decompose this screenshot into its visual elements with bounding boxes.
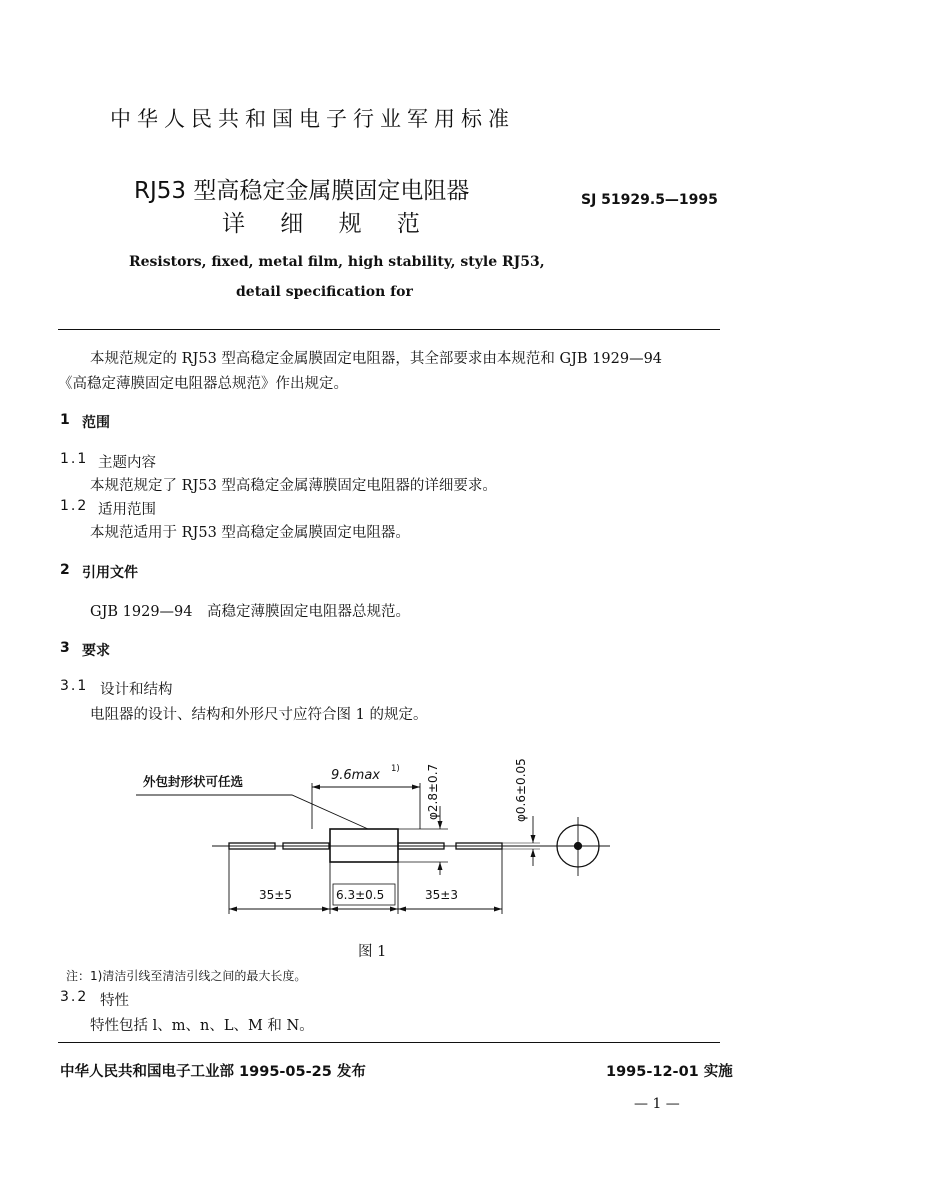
document-title-en: Resistors, fixed, metal film, high stability, style RJ53, [129,254,545,270]
section-3-title: 要求 [82,643,110,659]
section-2-title: 引用文件 [82,565,138,581]
section-3-1-number: 3.1 [60,678,89,694]
section-1-1-title: 主题内容 [98,455,156,471]
section-1-1-number: 1.1 [60,451,89,467]
left-lead-segment [229,843,275,849]
standard-series-title: 中华人民共和国电子行业军用标准 [110,107,515,131]
body-diameter-dimension: φ2.8±0.7 [426,763,440,820]
intro-paragraph-line1: 本规范规定的 RJ53 型高稳定金属膜固定电阻器，其全部要求由本规范和 GJB 1929—94 [90,351,663,367]
left-lead-segment [283,843,329,849]
body-length-dimension: 6.3±0.5 [336,888,385,902]
section-1-2-title: 适用范围 [98,502,156,518]
section-1-1-text: 本规范规定了 RJ53 型高稳定金属薄膜固定电阻器的详细要求。 [90,478,497,494]
section-3-2-title: 特性 [100,993,129,1009]
section-3-2-number: 3.2 [60,989,89,1005]
end-view-lead [575,843,582,850]
section-3-2-text: 特性包括 l、m、n、L、M 和 N。 [90,1018,314,1034]
lead-diameter-dimension: φ0.6±0.05 [514,758,528,822]
total-length-note-mark: 1) [391,764,400,774]
section-1-number: 1 [60,412,70,428]
total-length-dimension: 9.6max [331,768,380,783]
document-title-cn-sub: 详 细 规 范 [222,211,434,237]
end-view-circle [557,825,599,867]
document-title-cn: RJ53 型高稳定金属膜固定电阻器 [134,178,470,204]
document-title-en-sub: detail specification for [236,284,413,300]
footer-divider [58,1042,720,1043]
issuer-line: 中华人民共和国电子工业部 1995-05-25 发布 [60,1064,366,1080]
coating-label: 外包封形状可任选 [143,774,244,789]
left-lead-length-dimension: 35±5 [259,888,292,902]
section-1-title: 范围 [82,415,110,431]
section-2-text: GJB 1929—94 高稳定薄膜固定电阻器总规范。 [90,604,411,620]
section-3-1-title: 设计和结构 [100,682,173,698]
header-divider [58,329,720,330]
page-number: — 1 — [634,1096,680,1112]
figure-caption: 图 1 [358,944,387,960]
figure-note: 注：1)清洁引线至清洁引线之间的最大长度。 [66,969,307,983]
section-1-2-text: 本规范适用于 RJ53 型高稳定金属膜固定电阻器。 [90,525,410,541]
right-lead-segment [398,843,444,849]
section-2-number: 2 [60,562,70,578]
standard-code: SJ 51929.5—1995 [581,192,718,208]
effective-date: 1995-12-01 实施 [606,1064,733,1080]
section-3-number: 3 [60,640,70,656]
right-lead-segment [456,843,502,849]
resistor-body [330,829,398,862]
intro-paragraph-line2: 《高稳定薄膜固定电阻器总规范》作出规定。 [58,376,348,392]
section-3-1-text: 电阻器的设计、结构和外形尺寸应符合图 1 的规定。 [90,707,428,723]
section-1-2-number: 1.2 [60,498,89,514]
right-lead-length-dimension: 35±3 [425,888,458,902]
